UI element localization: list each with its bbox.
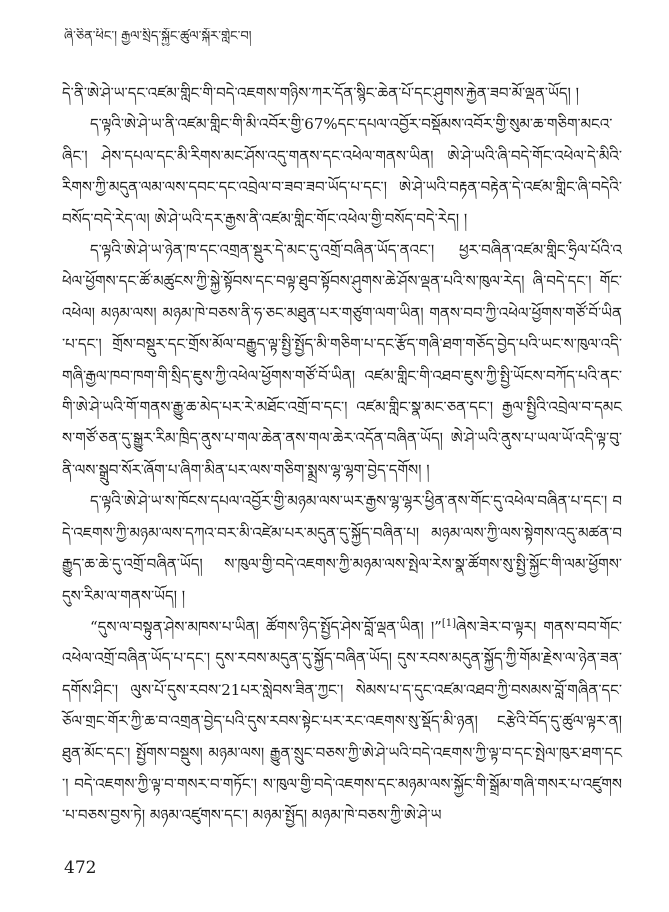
quotation: “དུས་ལ་བསྟུན་ཤེས་མཁས་པ་ཡིན། ཚོགས་ཉིད་སྤྱོད་ཤེས་བློ་ལྡན་ཡིན། །” (90, 617, 442, 636)
paragraph-5 (62, 612, 622, 832)
paragraph-1 (62, 78, 622, 109)
footnote-marker: [1] (441, 617, 457, 629)
paragraph-2-text: ད་ལྟའི་ཨེ་ཤེ་ཡ་ནི་འཛམ་གླིང་གི་མི་འབོར་གྱི་67%དང་དཔལ་འབྱོར་བསྡོམས་འབོར་གྱི་སུམ་ཆ་གཅིག་མངའ་ཞིང་། ཤེས་དཔལ་དང་མི་རིགས་མང་ཤོས་འདུ་གནས་དང་འཕེལ་གནས་ཡིན། ཨེ་ཤེ་ཡའི་ཞི་བདེ་གོང་འཕེལ་དེ་མིའི་རིགས་ཀྱི་མདུན་ལམ་ལས་དབང་དང་འབྲེལ་བ་ཟབ་ཟབ་ཡོད་པ་དང་། ཨེ་ཤེ་ཡའི་བརྟན་བརྟེན་དེ་འཛམ་གླིང་ཞི་བདེའི་བསོད་བདེ་རེད་ལ། ཨེ་ཤེ་ཡའི་དར་རྒྱས་ནི་འཛམ་གླིང་གོང་འཕེལ་གྱི་བསོད་བདེ་རེད། ། (62, 115, 622, 228)
paragraph-2 (62, 109, 622, 235)
page-number: 472 (64, 858, 97, 878)
body-text (62, 78, 622, 832)
paragraph-1-text: དེ་ནི་ཨེ་ཤེ་ཡ་དང་འཛམ་གླིང་གི་བདེ་འཇགས་གཉིས་ཀར་དོན་སྙིང་ཆེན་པོ་དང་ཤུགས་རྐྱེན་ཟབ་མོ་ལྡན་ཡོད། ། (62, 84, 579, 102)
running-head: ཞི་ཅིན་ཕིང་། རྒྱལ་སྲིད་སྐྱོང་ཚུལ་སྐོར་གླེང་བ། (64, 29, 252, 44)
paragraph-3 (62, 235, 622, 486)
paragraph-3-text: ད་ལྟའི་ཨེ་ཤེ་ཡ་ཉེན་ཁ་དང་འགྲན་སྡུར་དེ་མང་དུ་འགྲོ་བཞིན་ཡོད་ནའང་། ཕྱར་བཞིན་འཛམ་གླིང་ཧྲིལ་པོའི་འཕེལ་ཕྱོགས་དང་ཚོ་མཚུངས་ཀྱི་སྐྱེ་སྟོབས་དང་བལྟ་ཐུབ་སྟོབས་ཤུགས་ཆེ་ཤོས་ལྡན་པའི་ས་ཁུལ་རེད། ཞི་བདེ་དང་། གོང་འཕེལ། མཉམ་ལས། མཉམ་ཁེ་བཅས་ནི་ཧ་ཅང་མཐུན་པར་གཙུག་ལག་ཡིན། གནས་བབ་ཀྱི་འཕེལ་ཕྱོགས་གཙོ་བོ་ཡིན་པ་དང་། གྲོས་བསྡུར་དང་གྲོས་མོལ་བརྒྱུད་ལྟ་སྤྱི་སྤྱོད་མི་གཅིག་པ་དང་རྩོད་གཞི་ཐག་གཅོད་བྱེད་པའི་ཡང་ས་ཁུལ་འདི་གཞི་རྒྱལ་ཁབ་ཁག་གི་སྲིད་ཇུས་ཀྱི་འཕེལ་ཕྱོགས་གཙོ་བོ་ཡིན། འཛམ་གླིང་གི་འཐབ་ཇུས་ཀྱི་སྤྱི་ཡོངས་བཀོད་པའི་ནང་གི་ཨེ་ཤེ་ཡའི་གོ་གནས་རྒྱུ་ཆ་མེད་པར་རེ་མཐོང་འགྲོ་བ་དང་། འཛམ་གླིང་སྣ་མང་ཅན་དང་། རྒྱལ་སྤྱིའི་འབྲེལ་བ་དམངས་གཙོ་ཅན་དུ་སྒྱུར་རིམ་ཁྲིད་ནུས་པ་གལ་ཆེན་ནས་གལ་ཆེར་འདོན་བཞིན་ཡོད། ཨེ་ཤེ་ཡའི་ནུས་པ་ཡལ་ཡོ་འདི་ལྟ་བུ་ནི་ལས་སྒྲུབ་སོར་ཞོག་པ་ཞིག་མིན་པར་ལས་གཅིག་སྨྲས་ལྷ་ལྷག་བྱེད་དགོས། ། (62, 241, 622, 479)
paragraph-5-text: ཞེས་ཟེར་བ་ལྟར། གནས་བབ་གོང་འཕེལ་འགྲོ་བཞིན་ཡོད་པ་དང་། དུས་རབས་མདུན་དུ་སྐྱོད་བཞིན་ཡོད། དུས་རབས་མདུན་སྐྱོད་ཀྱི་གོམ་རྗེས་ལ་ཉེན་ཟན་དགོས་ཤིང་། ལུས་པོ་དུས་རབས་21པར་སླེབས་ཟིན་ཀྱང་། སེམས་པ་ད་དུང་འཛམ་འཐབ་ཀྱི་བསམས་བློ་གཞིན་དང་ཅོལ་གྲང་གོར་ཀྱི་ཆ་བ་འགྲན་བྱེད་པའི་དུས་རབས་སྟེང་པར་རང་འཇགས་སུ་སྡོད་མི་ཉན། ངརྩེའི་བོད་དུ་ཚུལ་ལྟར་ན། ཐུན་མོང་དང་། སྤྱོགས་བསྡུས། མཉམ་ལས། རྒྱུན་སྲུང་བཅས་ཀྱི་ཨེ་ཤེ་ཡའི་བདེ་འཇགས་ཀྱི་ལྟ་བ་དང་སྤེལ་ཁུར་ཐག་དང་། བདེ་འཇགས་ཀྱི་ལྟ་བ་གསར་བ་གཏོང་། ས་ཁུལ་གྱི་བདེ་འཇགས་དང་མཉམ་ལས་སྐྱོང་གི་སྒྲོམ་གཞི་གསར་པ་འཛུགས་པ་བཅས་བྱས་ཏེ། མཉམ་འཛུགས་དང་། མཉམ་སྤྱོད། མཉམ་ཁེ་བཅས་ཀྱི་ཨེ་ཤེ་ཡ (62, 617, 623, 825)
paragraph-4 (62, 486, 622, 612)
paragraph-4-text: ད་ལྟའི་ཨེ་ཤེ་ཡ་ས་ཁོངས་དཔལ་འབྱོར་གྱི་མཉམ་ལས་ཡར་རྒྱས་ལྷ་ལྷར་ཕྱིན་ནས་གོང་དུ་འཕེལ་བཞིན་པ་དང་། བདེ་འཇགས་ཀྱི་མཉམ་ལས་དཀའ་བར་མི་འཛེམ་པར་མདུན་དུ་སྐྱོད་བཞིན་པ། མཉམ་ལས་ཀྱི་ལས་སྟེགས་འདུ་མཚན་བརྒྱུད་ཆ་ཆེ་དུ་འགྲོ་བཞིན་ཡོད། ས་ཁུལ་གྱི་བདེ་འཇགས་ཀྱི་མཉམ་ལས་སྤེལ་རེས་སྣ་ཚོགས་སུ་སྤྱི་སྐྱོང་གི་ལམ་ཕྱོགས་དུས་རིམ་ལ་གནས་ཡོད། ། (62, 492, 622, 605)
